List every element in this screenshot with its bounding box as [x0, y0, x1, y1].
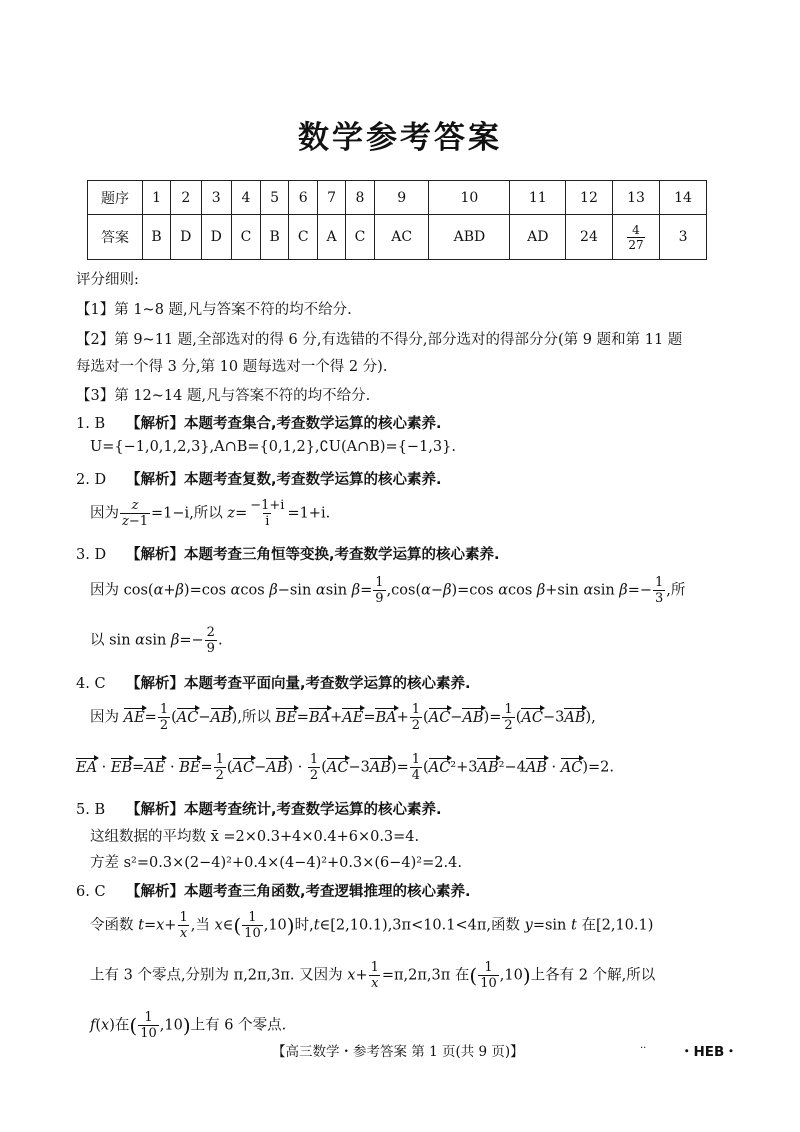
row-header-answer: 答案	[88, 215, 143, 260]
solution-number: 3. D	[76, 547, 107, 563]
solution-5-body-2: 方差 s²=0.3×(2−4)²+0.4×(4−4)²+0.3×(6−4)²=2.4.	[90, 855, 462, 871]
table-row-answers	[88, 215, 707, 260]
question-number: 10	[429, 181, 510, 215]
footer-page-info: 【高三数学・参考答案 第 1 页(共 9 页)】	[272, 1044, 524, 1060]
question-number: 2	[171, 181, 201, 215]
question-number: 4	[231, 181, 260, 215]
fraction-numerator: 4	[632, 223, 640, 237]
scoring-heading: 评分细则:	[76, 272, 139, 288]
answer-cell: AC	[375, 215, 429, 260]
scoring-rule-3: 【3】第 12~14 题,凡与答案不符的均不给分.	[76, 388, 371, 404]
solution-2-body: 因为 $\frac{z}{z-1}$ =1−i,所以 z= $\frac{-1+i}{i}$ =1+i.	[90, 498, 331, 529]
question-number: 14	[660, 181, 707, 215]
solution-2-header	[76, 468, 442, 489]
question-number: 7	[318, 181, 346, 215]
fraction-4-27	[627, 223, 645, 252]
solution-tag: 【解析】本题考查三角函数,考查逻辑推理的核心素养.	[126, 884, 471, 900]
table-row-numbers	[88, 181, 707, 215]
footer-badge: ・HEB・	[680, 1044, 738, 1060]
question-number: 9	[375, 181, 429, 215]
solution-tag: 【解析】本题考查复数,考查数学运算的核心素养.	[126, 472, 442, 488]
solution-4-body-1: 因为 AE= $\frac{1}{2}$ (AC−AB),所以 BE=BA+AE=BA+ $\frac{1}{2}$ (AC−AB)= $\frac{1}{2}$ (AC−3AB),	[90, 702, 596, 733]
answer-cell: A	[318, 215, 346, 260]
solution-6-body-3: f(x)在( $\frac{1}{10}$ ,10)上有 6 个零点.	[90, 1010, 287, 1041]
question-number: 13	[612, 181, 659, 215]
scoring-rule-1: 【1】第 1~8 题,凡与答案不符的均不给分.	[76, 302, 352, 318]
question-number: 12	[566, 181, 613, 215]
solution-4-body-2: EA · EB=AE · BE= $\frac{1}{2}$ (AC−AB) · $\frac{1}{2}$ (AC−3AB)= $\frac{1}{4}$ (AC²+3AB²−4AB · AC)=2.	[76, 752, 615, 783]
fraction-denominator: 27	[628, 238, 644, 252]
solution-6-body-2: 上有 3 个零点,分别为 π,2π,3π. 又因为 x+ $\frac{1}{x}$ =π,2π,3π 在( $\frac{1}{10}$ ,10)上各有 2 个解,所以	[90, 960, 656, 991]
solution-4-header	[76, 672, 471, 693]
answer-cell: D	[201, 215, 231, 260]
question-number: 3	[201, 181, 231, 215]
solution-tag: 【解析】本题考查统计,考查数学运算的核心素养.	[126, 802, 442, 818]
answer-cell: B	[143, 215, 171, 260]
solution-6-body-1: 令函数 t=x+ $\frac{1}{x}$ ,当 x∈( $\frac{1}{10}$ ,10)时,t∈[2,10.1),3π<10.1<4π,函数 y=sin t 在[2,10.1)	[90, 910, 654, 941]
solution-5-header	[76, 798, 442, 819]
solution-tag: 【解析】本题考查三角恒等变换,考查数学运算的核心素养.	[126, 547, 500, 563]
answer-table	[87, 180, 707, 260]
solution-number: 2. D	[76, 472, 107, 488]
solution-number: 1. B	[76, 416, 106, 432]
question-number: 5	[261, 181, 289, 215]
solution-5-body-1: 这组数据的平均数 x̄ =2×0.3+4×0.4+6×0.3=4.	[90, 829, 420, 845]
question-number: 8	[345, 181, 374, 215]
answer-cell: B	[261, 215, 289, 260]
scoring-rule-2a: 【2】第 9~11 题,全部选对的得 6 分,有选错的不得分,部分选对的得部分分(第 9 题和第 11 题	[76, 332, 683, 348]
answer-cell: D	[171, 215, 201, 260]
answer-cell: 24	[566, 215, 613, 260]
answer-cell-fraction	[612, 215, 659, 260]
solution-3-header	[76, 543, 500, 564]
solution-number: 6. C	[76, 884, 106, 900]
answer-cell: C	[289, 215, 318, 260]
solution-3-body-2: 以 sin αsin β=− $\frac{2}{9}$ .	[90, 625, 223, 656]
solution-3-body-1: 因为 cos(α+β)=cos αcos β−sin αsin β= $\frac{1}{9}$ ,cos(α−β)=cos αcos β+sin αsin β=− $\frac{1}{3}$ ,所	[90, 575, 686, 606]
solution-number: 4. C	[76, 676, 106, 692]
solution-1-body: U={−1,0,1,2,3},A∩B={0,1,2},∁U(A∩B)={−1,3}.	[90, 439, 456, 455]
page-title: 数学参考答案	[298, 120, 502, 156]
solution-tag: 【解析】本题考查集合,考查数学运算的核心素养.	[126, 416, 442, 432]
scoring-rule-2b: 每选对一个得 3 分,第 10 题每选对一个得 2 分).	[76, 359, 388, 375]
solution-number: 5. B	[76, 802, 106, 818]
question-number: 11	[510, 181, 566, 215]
answer-cell: C	[345, 215, 374, 260]
answer-cell: ABD	[429, 215, 510, 260]
answer-cell: C	[231, 215, 260, 260]
solution-tag: 【解析】本题考查平面向量,考查数学运算的核心素养.	[126, 676, 471, 692]
solution-1-header	[76, 412, 442, 433]
footer-dots: ..	[640, 1040, 647, 1051]
question-number: 1	[143, 181, 171, 215]
solution-6-header	[76, 880, 471, 901]
row-header-question: 题序	[88, 181, 143, 215]
answer-cell: AD	[510, 215, 566, 260]
question-number: 6	[289, 181, 318, 215]
answer-cell: 3	[660, 215, 707, 260]
